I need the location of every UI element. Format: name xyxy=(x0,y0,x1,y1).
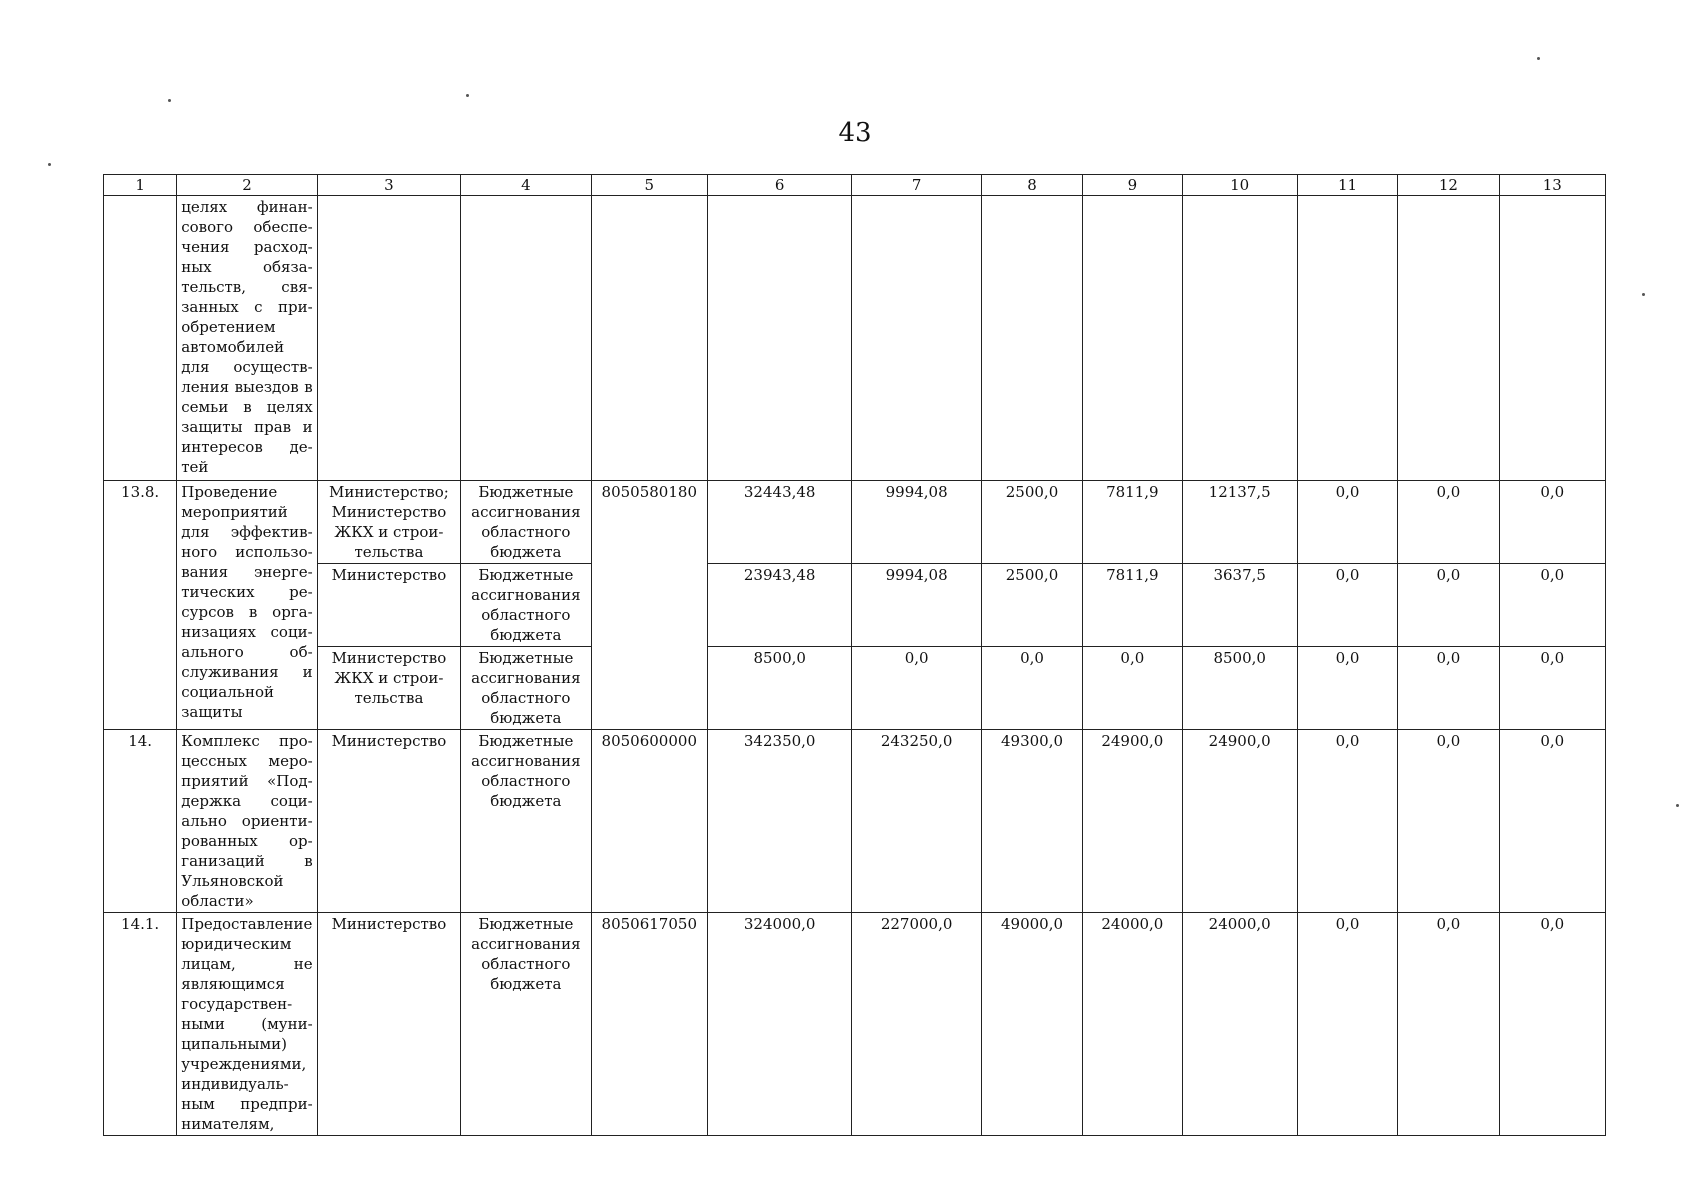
value-cell: 342350,0 xyxy=(707,730,851,913)
page-number: 43 xyxy=(838,118,872,148)
scan-speck xyxy=(1537,57,1540,60)
value-cell: 227000,0 xyxy=(852,913,981,1136)
column-number: 6 xyxy=(707,175,851,196)
value-cell: 0,0 xyxy=(852,647,981,730)
row-name: целях финансового обеспечения расходных обязательств, связанных с приобретением автомобилей для осуществления выездов в семьи в целях защиты прав и интересов детей xyxy=(177,196,317,481)
column-number: 13 xyxy=(1499,175,1605,196)
row-source xyxy=(461,196,591,481)
column-number: 1 xyxy=(104,175,177,196)
row-source: Бюджетные ассигнования областного бюджета xyxy=(461,481,591,564)
column-number: 8 xyxy=(981,175,1082,196)
value-cell xyxy=(1297,196,1397,481)
row-executor: Министерство xyxy=(317,913,460,1136)
value-cell: 9994,08 xyxy=(852,564,981,647)
value-cell: 7811,9 xyxy=(1083,564,1182,647)
value-cell: 0,0 xyxy=(1083,647,1182,730)
value-cell: 3637,5 xyxy=(1182,564,1297,647)
value-cell: 24000,0 xyxy=(1083,913,1182,1136)
value-cell: 24900,0 xyxy=(1182,730,1297,913)
value-cell: 9994,08 xyxy=(852,481,981,564)
table-row xyxy=(104,730,1606,913)
row-executor: Министерство; Министерство ЖКХ и строительства xyxy=(317,481,460,564)
value-cell: 0,0 xyxy=(981,647,1082,730)
row-source: Бюджетные ассигнования областного бюджета xyxy=(461,647,591,730)
column-number: 10 xyxy=(1182,175,1297,196)
scan-speck xyxy=(1676,804,1679,807)
table-row xyxy=(104,196,1606,481)
value-cell: 24000,0 xyxy=(1182,913,1297,1136)
value-cell: 0,0 xyxy=(1499,481,1605,564)
row-code xyxy=(591,196,707,481)
value-cell xyxy=(1398,196,1499,481)
table-row xyxy=(104,647,1606,730)
row-executor: Министерство xyxy=(317,564,460,647)
column-number: 4 xyxy=(461,175,591,196)
value-cell xyxy=(1499,196,1605,481)
column-number: 5 xyxy=(591,175,707,196)
row-number: 14.1. xyxy=(104,913,177,1136)
value-cell: 0,0 xyxy=(1297,913,1397,1136)
value-cell: 49000,0 xyxy=(981,913,1082,1136)
scan-speck xyxy=(1642,293,1645,296)
value-cell: 0,0 xyxy=(1398,730,1499,913)
column-number: 3 xyxy=(317,175,460,196)
value-cell: 324000,0 xyxy=(707,913,851,1136)
value-cell xyxy=(1083,196,1182,481)
scan-speck xyxy=(48,163,51,166)
column-number: 9 xyxy=(1083,175,1182,196)
row-executor: Министерство xyxy=(317,730,460,913)
value-cell: 0,0 xyxy=(1297,647,1397,730)
value-cell: 32443,48 xyxy=(707,481,851,564)
column-number: 2 xyxy=(177,175,317,196)
value-cell: 0,0 xyxy=(1499,730,1605,913)
row-number xyxy=(104,196,177,481)
row-number: 14. xyxy=(104,730,177,913)
value-cell: 49300,0 xyxy=(981,730,1082,913)
value-cell: 0,0 xyxy=(1297,481,1397,564)
value-cell: 0,0 xyxy=(1398,481,1499,564)
value-cell: 8500,0 xyxy=(707,647,851,730)
row-name: Предоставление юридическим лицам, не являющимся государственными (муниципальными) учреждениями, индивидуальным предпринимателям, xyxy=(177,913,317,1136)
row-source: Бюджетные ассигнования областного бюджета xyxy=(461,913,591,1136)
row-number: 13.8. xyxy=(104,481,177,730)
value-cell: 0,0 xyxy=(1398,564,1499,647)
value-cell xyxy=(852,196,981,481)
value-cell: 23943,48 xyxy=(707,564,851,647)
row-source: Бюджетные ассигнования областного бюджета xyxy=(461,730,591,913)
column-number: 12 xyxy=(1398,175,1499,196)
budget-table xyxy=(103,174,1606,1136)
value-cell xyxy=(981,196,1082,481)
column-number: 7 xyxy=(852,175,981,196)
scan-speck xyxy=(466,94,469,97)
row-code: 8050617050 xyxy=(591,913,707,1136)
value-cell: 0,0 xyxy=(1398,913,1499,1136)
value-cell: 8500,0 xyxy=(1182,647,1297,730)
row-executor: Министерство ЖКХ и строительства xyxy=(317,647,460,730)
table-row xyxy=(104,481,1606,564)
value-cell: 0,0 xyxy=(1499,647,1605,730)
value-cell: 7811,9 xyxy=(1083,481,1182,564)
row-executor xyxy=(317,196,460,481)
value-cell: 12137,5 xyxy=(1182,481,1297,564)
value-cell: 2500,0 xyxy=(981,564,1082,647)
value-cell: 0,0 xyxy=(1499,913,1605,1136)
value-cell: 0,0 xyxy=(1398,647,1499,730)
value-cell: 0,0 xyxy=(1297,730,1397,913)
row-code: 8050600000 xyxy=(591,730,707,913)
value-cell xyxy=(1182,196,1297,481)
value-cell: 2500,0 xyxy=(981,481,1082,564)
header-row xyxy=(104,175,1606,196)
table-row xyxy=(104,913,1606,1136)
row-source: Бюджетные ассигнования областного бюджета xyxy=(461,564,591,647)
value-cell: 243250,0 xyxy=(852,730,981,913)
column-number: 11 xyxy=(1297,175,1397,196)
value-cell: 0,0 xyxy=(1499,564,1605,647)
scan-speck xyxy=(168,99,171,102)
value-cell: 24900,0 xyxy=(1083,730,1182,913)
value-cell: 0,0 xyxy=(1297,564,1397,647)
row-code: 8050580180 xyxy=(591,481,707,730)
row-name: Проведение мероприятий для эффективного использования энергетических ресурсов в организациях социального обслуживания и социальной защиты xyxy=(177,481,317,730)
value-cell xyxy=(707,196,851,481)
row-name: Комплекс процессных мероприятий «Поддержка социально ориентированных организаций в Ульяновской области» xyxy=(177,730,317,913)
table-row xyxy=(104,564,1606,647)
